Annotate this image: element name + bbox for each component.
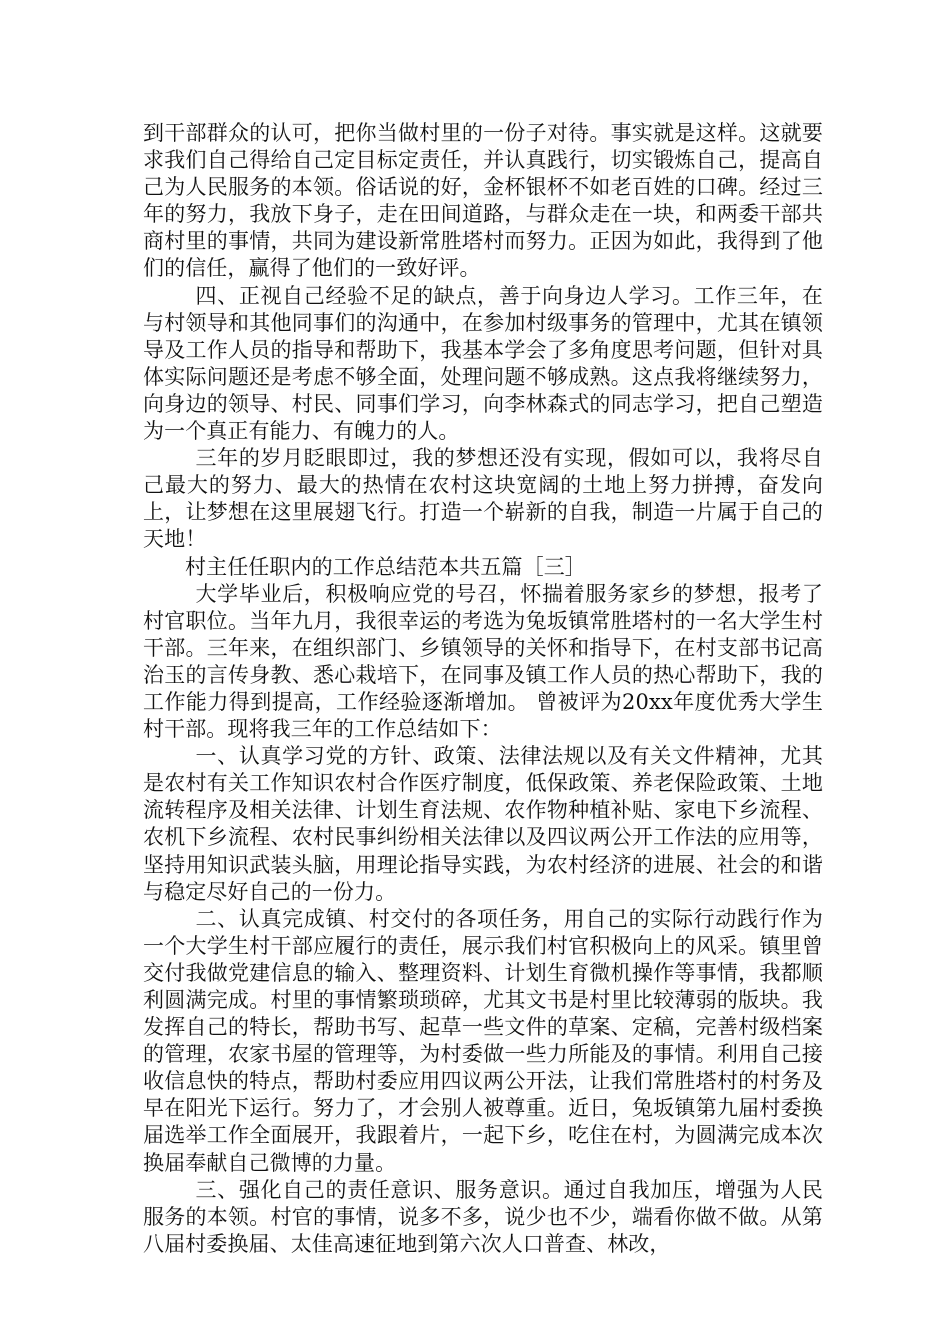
section-heading: 村主任任职内的工作总结范本共五篇［三］ bbox=[185, 554, 586, 579]
paragraph-continued: 到干部群众的认可，把你当做村里的一份子对待。事实就是这样。这就要求我们自己得给自己定目标定责任，并认真践行，切实锻炼自己，提高自己为人民服务的本领。俗话说的好，金杯银杯不如老百姓的口碑。经过三年的努力，我放下身子，走在田间道路，与群众走在一块，和两委干部共商村里的事情，共同为建设新常胜塔村而努力。正因为如此，我得到了他们的信任，赢得了他们的一致好评。 bbox=[143, 121, 823, 281]
paragraph-item-one: 一、认真学习党的方针、政策、法律法规以及有关文件精神，尤其是农村有关工作知识农村合作医疗制度，低保政策、养老保险政策、土地流转程序及相关法律、计划生育法规、农作物种植补贴、家电下乡流程、农机下乡流程、农村民事纠纷相关法律以及四议两公开工作法的应用等，坚持用知识武装头脑，用理论指导实践，为农村经济的进展、社会的和谐与稳定尽好自己的一份力。 bbox=[143, 744, 823, 904]
paragraph-item-two: 二、认真完成镇、村交付的各项任务，用自己的实际行动践行作为一个大学生村干部应履行的责任，展示我们村官积极向上的风采。镇里曾交付我做党建信息的输入、整理资料、计划生育微机操作等事情，我都顺利圆满完成。村里的事情繁琐琐碎，尤其文书是村里比较薄弱的版块。我发挥自己的特长，帮助书写、起草一些文件的草案、定稿，完善村级档案的管理，农家书屋的管理等，为村委做一些力所能及的事情。利用自己接收信息快的特点，帮助村委应用四议两公开法，让我们常胜塔村的村务及早在阳光下运行。努力了，才会别人被尊重。近日，兔坂镇第九届村委换届选举工作全面展开，我跟着片，一起下乡，吃住在村，为圆满完成本次换届奉献自己微博的力量。 bbox=[143, 906, 823, 1175]
paragraph-closing: 三年的岁月眨眼即过，我的梦想还没有实现，假如可以，我将尽自己最大的努力、最大的热情在农村这块宽阔的土地上努力拼搏，奋发向上，让梦想在这里展翅飞行。打造一个崭新的自我，制造一片属于自己的天地！ bbox=[143, 446, 823, 552]
document-body bbox=[143, 120, 823, 1258]
paragraph-section-four: 四、正视自己经验不足的缺点，善于向身边人学习。工作三年，在与村领导和其他同事们的沟通中，在参加村级事务的管理中，尤其在镇领导及工作人员的指导和帮助下，我基本学会了多角度思考问题，但针对具体实际问题还是考虑不够全面，处理问题不够成熟。这点我将继续努力，向身边的领导、村民、同事们学习，向李林森式的同志学习，把自己塑造为一个真正有能力、有魄力的人。 bbox=[143, 283, 823, 444]
paragraph-intro: 大学毕业后，积极响应党的号召，怀揣着服务家乡的梦想，报考了村官职位。当年九月，我很幸运的考选为兔坂镇常胜塔村的一名大学生村干部。三年来，在组织部门、乡镇领导的关怀和指导下，在村支部书记高治玉的言传身教、悉心栽培下，在同事及镇工作人员的热心帮助下，我的工作能力得到提高，工作经验逐渐增加。 曾被评为20xx年度优秀大学生村干部。现将我三年的工作总结如下： bbox=[143, 581, 823, 742]
paragraph-item-three: 三、强化自己的责任意识、服务意识。通过自我加压，增强为人民服务的本领。村官的事情，说多不多，说少也不少，端看你做不做。从第八届村委换届、太佳高速征地到第六次人口普查、林改， bbox=[143, 1177, 823, 1256]
